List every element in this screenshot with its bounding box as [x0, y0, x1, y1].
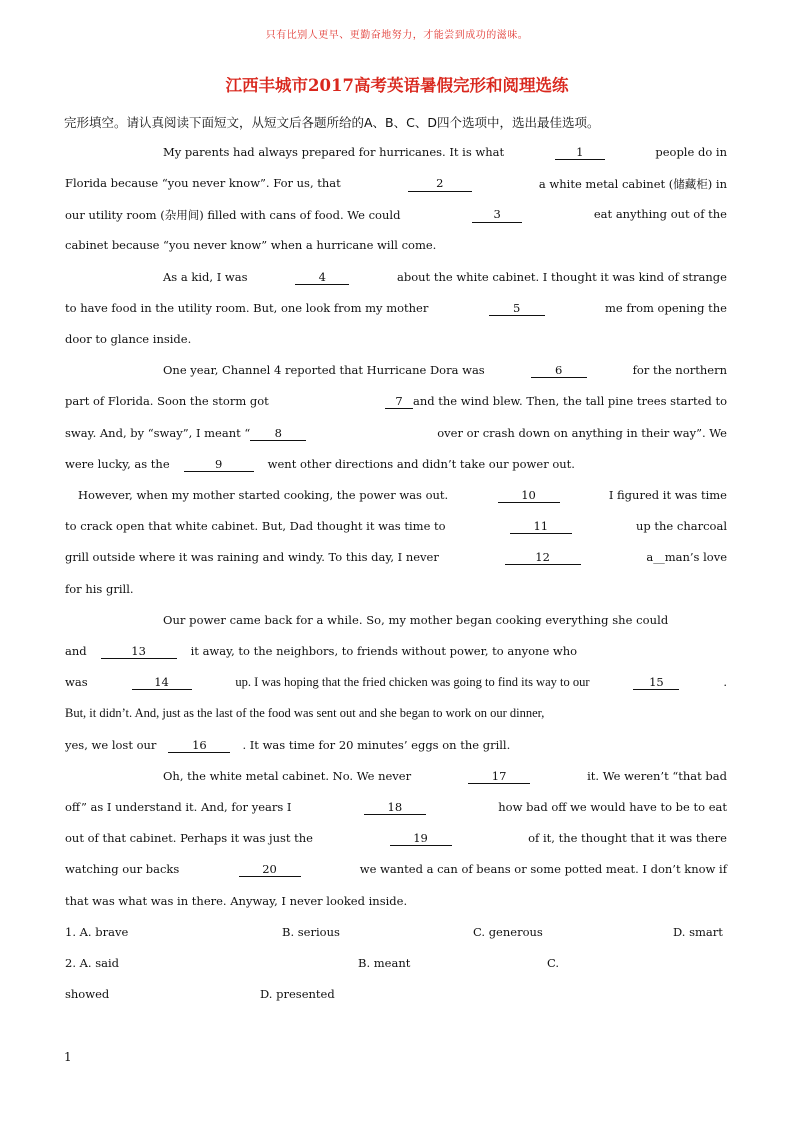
blank-20[interactable]: 20 [239, 862, 301, 877]
blank-8[interactable]: 8 [250, 426, 306, 441]
passage-text: to have food in the utility room. But, one look from my mother [65, 301, 429, 315]
passage-text: . It was time for 20 minutes’ eggs on the grill. [242, 738, 511, 752]
q1-option-c[interactable]: C. generous [473, 925, 543, 939]
passage-line [0, 363, 794, 383]
page-number: 1 [64, 1050, 72, 1064]
passage-text: Our power came back for a while. So, my mother began cooking everything she could [163, 613, 669, 627]
q1-option-b[interactable]: B. serious [282, 925, 340, 939]
passage-text: up. I was hoping that the fried chicken was going to find its way to our [235, 675, 590, 689]
passage-line [0, 550, 794, 570]
blank-3[interactable]: 3 [472, 207, 522, 223]
passage-line [0, 800, 794, 820]
passage-text: we wanted a can of beans or some potted meat. I don’t know if [359, 862, 727, 876]
blank-7[interactable]: 7 [385, 394, 413, 409]
q1-option-a[interactable]: 1. A. brave [65, 925, 129, 939]
passage-text: for his grill. [65, 582, 134, 596]
blank-12[interactable]: 12 [505, 550, 581, 565]
passage-line [0, 738, 794, 758]
passage-line [0, 644, 794, 664]
passage-line [0, 176, 794, 196]
q1-option-d[interactable]: D. smart [673, 925, 723, 939]
passage-text: and the wind blew. Then, the tall pine trees started to [413, 394, 727, 408]
passage-text: people do in [655, 145, 727, 159]
passage-text: of it, the thought that it was there [528, 831, 727, 845]
passage-line [0, 831, 794, 851]
passage-text: and [65, 644, 87, 658]
q2-option-b[interactable]: B. meant [358, 956, 411, 970]
document-title: 江西丰城市2017高考英语暑假完形和阅理选练 [225, 76, 569, 95]
passage-text: Florida because “you never know”. For us, that [65, 176, 341, 190]
passage-text: But, it didn’t. And, just as the last of the food was sent out and she began to work on our dinner, [65, 706, 545, 720]
passage-text: went other directions and didn’t take our power out. [267, 457, 575, 471]
blank-18[interactable]: 18 [364, 800, 426, 815]
q2-option-d[interactable]: D. presented [260, 987, 335, 1001]
passage-text: grill outside where it was raining and windy. To this day, I never [65, 550, 439, 564]
passage-text: to crack open that white cabinet. But, Dad thought it was time to [65, 519, 446, 533]
blank-1[interactable]: 1 [555, 145, 605, 160]
passage-text: One year, Channel 4 reported that Hurricane Dora was [163, 363, 485, 377]
passage-text: cabinet because “you never know” when a hurricane will come. [65, 238, 437, 252]
passage-line [0, 519, 794, 539]
passage-line [0, 582, 794, 602]
passage-text: out of that cabinet. Perhaps it was just the [65, 831, 313, 845]
blank-14[interactable]: 14 [132, 675, 192, 690]
passage-text: door to glance inside. [65, 332, 192, 346]
passage-line [0, 488, 794, 508]
blank-13[interactable]: 13 [101, 644, 177, 659]
passage-text: I figured it was time [608, 488, 727, 502]
passage-text: part of Florida. Soon the storm got [65, 394, 269, 408]
passage-text: me from opening the [604, 301, 727, 315]
blank-17[interactable]: 17 [468, 769, 530, 784]
passage-text: a__man’s love [646, 550, 727, 564]
passage-text: that was what was in there. Anyway, I never looked inside. [65, 894, 408, 908]
blank-10[interactable]: 10 [498, 488, 560, 503]
passage-text: for the northern [632, 363, 727, 377]
blank-2[interactable]: 2 [408, 176, 472, 192]
passage-line [0, 426, 794, 446]
passage-line [0, 207, 794, 227]
passage-line [0, 706, 794, 726]
blank-6[interactable]: 6 [531, 363, 587, 378]
passage-text: it. We weren’t “that bad [587, 769, 727, 783]
passage-text: As a kid, I was [163, 270, 248, 284]
passage-text: sway. And, by “sway”, I meant “ [65, 426, 251, 440]
blank-16[interactable]: 16 [168, 738, 230, 753]
passage-text: were lucky, as the [65, 457, 170, 471]
blank-4[interactable]: 4 [295, 270, 349, 285]
passage-text: However, when my mother started cooking, the power was out. [78, 488, 449, 502]
passage-line [0, 394, 794, 414]
passage-text: My parents had always prepared for hurricanes. It is what [163, 145, 505, 159]
passage-text: a white metal cabinet (储藏柜) in [538, 177, 727, 191]
passage-line [0, 894, 794, 914]
passage-text: over or crash down on anything in their way”. We [437, 426, 727, 440]
passage-line [0, 145, 794, 165]
passage-line [0, 301, 794, 321]
blank-9[interactable]: 9 [184, 457, 254, 472]
passage-line [0, 862, 794, 882]
passage-line [0, 613, 794, 633]
passage-text: our utility room (杂用间) filled with cans of food. We could [65, 208, 401, 222]
instructions: 完形填空。请认真阅读下面短文，从短文后各题所给的A、B、C、D四个选项中，选出最佳选项。 [64, 115, 600, 130]
header-motto: 只有比别人更早、更勤奋地努力，才能尝到成功的滋味。 [265, 30, 529, 41]
passage-line [0, 769, 794, 789]
passage-text: watching our backs [65, 862, 180, 876]
passage-line [0, 270, 794, 290]
blank-11[interactable]: 11 [510, 519, 572, 534]
passage-text: it away, to the neighbors, to friends without power, to anyone who [190, 644, 578, 658]
blank-19[interactable]: 19 [390, 831, 452, 846]
q2-option-c[interactable]: C. [547, 956, 560, 970]
passage-text: about the white cabinet. I thought it was kind of strange [397, 270, 727, 284]
passage-text: yes, we lost our [65, 738, 157, 752]
passage-line [0, 238, 794, 258]
passage-text: how bad off we would have to be to eat [498, 800, 727, 814]
blank-15[interactable]: 15 [633, 675, 679, 690]
q2-option-c-text[interactable]: showed [65, 987, 110, 1001]
passage-line [0, 332, 794, 352]
q2-option-a[interactable]: 2. A. said [65, 956, 120, 970]
passage-text: off” as I understand it. And, for years I [65, 800, 292, 814]
passage-line [0, 457, 794, 477]
blank-5[interactable]: 5 [489, 301, 545, 316]
passage-line [0, 675, 794, 695]
passage-text: eat anything out of the [593, 207, 727, 221]
passage-text: up the charcoal [635, 519, 727, 533]
passage-text: Oh, the white metal cabinet. No. We never [163, 769, 412, 783]
passage-text: was [65, 675, 88, 689]
passage-text: . [723, 675, 727, 689]
